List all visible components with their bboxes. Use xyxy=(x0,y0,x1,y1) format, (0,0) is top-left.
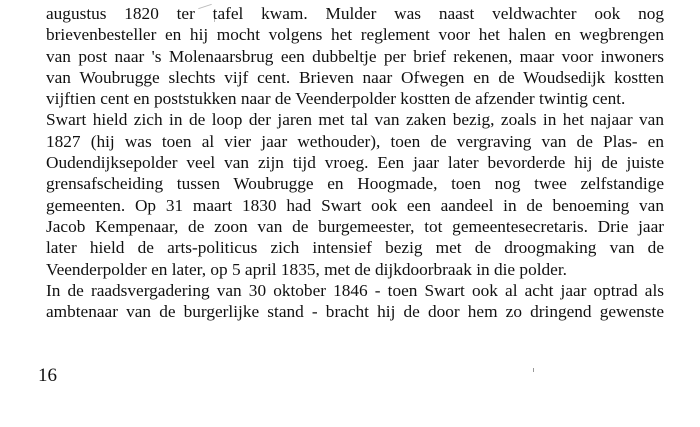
text-line: van post naar 's Molenaarsbrug een dubbeltje per brief rekenen, maar voor inwoners xyxy=(46,46,664,66)
body-text xyxy=(46,3,664,322)
text-line: Veenderpolder en later, op 5 april 1835, met de dijkdoorbraak in die polder. xyxy=(46,259,567,279)
text-line: Swart hield zich in de loop der jaren met tal van zaken bezig, zoals in het najaar van xyxy=(46,110,664,130)
scan-mark xyxy=(533,368,534,372)
page-number: 16 xyxy=(38,365,57,386)
text-line: In de raadsvergadering van 30 oktober 1846 - toen Swart ook al acht jaar optrad als xyxy=(46,280,664,300)
text-line: Jacob Kempenaar, de zoon van de burgemeester, tot gemeentesecretaris. Drie jaar xyxy=(46,216,664,236)
text-line: vijftien cent en poststukken naar de Veenderpolder kostten de afzender twintig cent. xyxy=(46,89,626,109)
text-line: van Woubrugge slechts vijf cent. Brieven naar Ofwegen en de Woudsedijk kostten xyxy=(46,67,664,87)
text-line: gemeenten. Op 31 maart 1830 had Swart ook een aandeel in de benoeming van xyxy=(46,195,664,215)
text-line: ambtenaar van de burgerlijke stand - bracht hij de door hem zo dringend gewenste xyxy=(46,302,664,322)
text-line: augustus 1820 ter tafel kwam. Mulder was naast veldwachter ook nog xyxy=(46,4,664,23)
text-line: brievenbesteller en hij mocht volgens het reglement voor het halen en wegbrengen xyxy=(46,25,664,45)
text-line: 1827 (hij was toen al vier jaar wethouder), toen de vergraving van de Plas- en xyxy=(46,131,664,151)
text-line: Oudendijksepolder veel van zijn tijd vroeg. Een jaar later bevorderde hij de juiste xyxy=(46,153,664,173)
text-line: later hield de arts-politicus zich intensief bezig met de droogmaking van de xyxy=(46,238,664,258)
text-line: grensafscheiding tussen Woubrugge en Hoogmade, toen nog twee zelfstandige xyxy=(46,174,664,194)
